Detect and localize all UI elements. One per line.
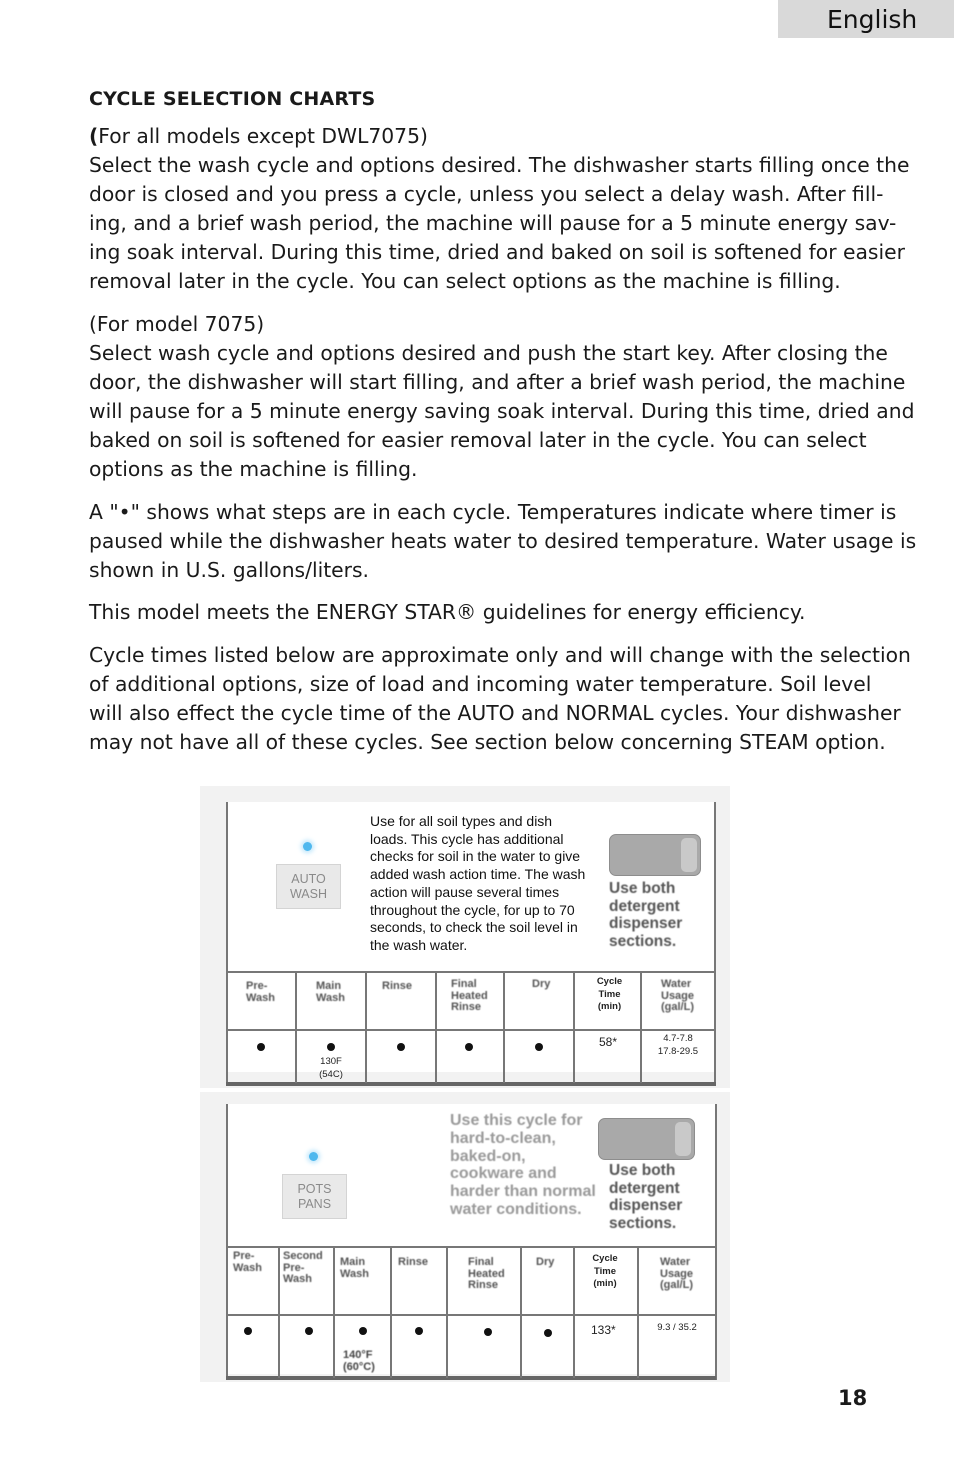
- step-dot-mainwash: [327, 1043, 335, 1051]
- auto-wash-chart: [200, 786, 730, 1088]
- description-line: Use this cycle for: [450, 1112, 583, 1129]
- step-dot-rinse: [415, 1327, 423, 1335]
- cycle-description: [370, 813, 585, 955]
- paren-open: (: [89, 124, 99, 148]
- step-dot-dry: [535, 1043, 543, 1051]
- description-line: harder than normal: [450, 1183, 596, 1201]
- column-header-final-heated-rinse: Final Heated Rinse: [451, 978, 488, 1013]
- column-header-dry: Dry: [532, 978, 551, 990]
- text-line: This model meets the ENERGY STAR® guidelines for energy efficiency.: [89, 600, 806, 624]
- detergent-instruction: [609, 1162, 682, 1232]
- column-header-prewash: Pre- Wash: [246, 980, 275, 1004]
- detergent-dispenser-icon: [609, 834, 701, 876]
- column-header-rinse: Rinse: [382, 980, 412, 992]
- description-line: water conditions.: [450, 1200, 582, 1218]
- cycle-time-value: 133*: [591, 1323, 616, 1337]
- description-line: Use for all soil types and dish: [370, 813, 553, 829]
- button-label: WASH: [289, 886, 328, 901]
- description-line: loads. This cycle has additional: [370, 830, 564, 847]
- description-line: the wash water.: [370, 936, 468, 953]
- detergent-line: dispenser: [609, 915, 683, 932]
- detergent-line: Use both: [609, 1162, 676, 1179]
- text-line: A "•" shows what steps are in each cycle. Temperatures indicate where timer is: [89, 500, 897, 524]
- column-header-mainwash: Main Wash: [340, 1256, 369, 1280]
- text-line: may not have all of these cycles. See section below concerning STEAM option.: [89, 730, 886, 754]
- text-line: will pause for a 5 minute energy saving soak interval. During this time, dried and: [89, 399, 915, 423]
- column-header-dry: Dry: [536, 1256, 555, 1268]
- description-line: hard-to-clean,: [450, 1129, 556, 1147]
- column-header-prewash: Pre- Wash: [233, 1250, 262, 1274]
- description-line: baked-on,: [450, 1147, 526, 1165]
- description-line: checks for soil in the water to give: [370, 848, 581, 865]
- cycle-time-value: 58*: [599, 1035, 618, 1049]
- description-line: throughout the cycle, for up to 70: [370, 901, 575, 918]
- step-dot-mainwash: [359, 1327, 367, 1335]
- text-line: will also effect the cycle time of the AUTO and NORMAL cycles. Your dishwasher: [89, 701, 901, 725]
- step-dot-dry: [544, 1329, 552, 1337]
- intro-paragraph-model-7075: [89, 310, 915, 484]
- text-line: ing soak interval. During this time, dried and baked on soil is softened for easier: [89, 240, 905, 264]
- text-line: removal later in the cycle. You can select options as the machine is filling.: [89, 269, 841, 293]
- button-label: POTS: [297, 1181, 332, 1196]
- detergent-line: detergent: [609, 897, 680, 915]
- detergent-dispenser-icon: [598, 1118, 695, 1160]
- text-line: Select the wash cycle and options desired. The dishwasher starts filling once the: [89, 153, 910, 177]
- detergent-line: detergent: [609, 1179, 680, 1197]
- indicator-light-icon: [303, 842, 312, 851]
- column-header-water-usage: Water Usage (gal/L): [660, 1256, 694, 1291]
- button-label: AUTO: [291, 871, 326, 886]
- column-header-second-prewash: Second Pre- Wash: [283, 1250, 323, 1285]
- step-dot-final-rinse: [484, 1328, 492, 1336]
- text-line: Cycle times listed below are approximate only and will change with the selection: [89, 643, 911, 667]
- text-line: paused while the dishwasher heats water to desired temperature. Water usage is: [89, 529, 917, 553]
- text-line: of additional options, size of load and incoming water temperature. Soil level: [89, 672, 872, 696]
- main-wash-temperature: 140°F (60°C): [343, 1349, 375, 1373]
- column-header-rinse: Rinse: [398, 1256, 428, 1268]
- detergent-instruction: [609, 880, 682, 950]
- energy-star-paragraph: [89, 598, 879, 627]
- description-line: added wash action time. The wash: [370, 866, 586, 883]
- step-dot-prewash: [257, 1043, 265, 1051]
- pots-pans-button[interactable]: [282, 1174, 347, 1219]
- main-wash-temperature: 130F (54C): [319, 1056, 343, 1080]
- column-header-cycle-time: Cycle Time (min): [596, 976, 623, 1012]
- text-line: shown in U.S. gallons/liters.: [89, 558, 369, 582]
- detergent-line: dispenser: [609, 1197, 683, 1214]
- page-number: 18: [838, 1386, 868, 1410]
- button-label: PANS: [297, 1196, 332, 1211]
- language-tab: English: [778, 0, 954, 38]
- model-note: (For model 7075): [89, 312, 265, 336]
- step-dot-final-rinse: [465, 1043, 473, 1051]
- cycle-times-paragraph: [89, 641, 911, 757]
- text-line: options as the machine is filling.: [89, 457, 418, 481]
- water-usage-value: 4.7-7.8 17.8-29.5: [657, 1033, 699, 1057]
- text-line: baked on soil is softened for easier removal later in the cycle. You can select: [89, 428, 867, 452]
- description-line: action will pause several times: [370, 883, 560, 900]
- detergent-line: Use both: [609, 880, 676, 897]
- intro-paragraph-all-models: [89, 122, 910, 296]
- page-title: CYCLE SELECTION CHARTS: [89, 88, 376, 110]
- column-header-water-usage: Water Usage (gal/L): [661, 978, 695, 1013]
- text-line: Select wash cycle and options desired and push the start key. After closing the: [89, 341, 888, 365]
- text-line: ing, and a brief wash period, the machine will pause for a 5 minute energy sav-: [89, 211, 897, 235]
- step-dot-rinse: [397, 1043, 405, 1051]
- step-dot-prewash: [244, 1327, 252, 1335]
- description-line: cookware and: [450, 1165, 557, 1183]
- text-line: door is closed and you press a cycle, unless you select a delay wash. After fill-: [89, 182, 884, 206]
- model-note: For all models except DWL7075): [98, 124, 428, 148]
- detergent-line: sections.: [609, 932, 677, 950]
- column-header-mainwash: Main Wash: [316, 980, 345, 1004]
- column-header-final-heated-rinse: Final Heated Rinse: [468, 1256, 505, 1291]
- description-line: seconds, to check the soil level in: [370, 919, 578, 936]
- pots-pans-chart: [200, 1092, 730, 1382]
- indicator-light-icon: [309, 1152, 318, 1161]
- step-dot-second-prewash: [305, 1327, 313, 1335]
- cycle-description: [450, 1112, 596, 1219]
- water-usage-value: 9.3 / 35.2: [657, 1322, 697, 1333]
- auto-wash-button[interactable]: [276, 864, 341, 909]
- column-header-cycle-time: Cycle Time (min): [592, 1253, 618, 1289]
- detergent-line: sections.: [609, 1214, 677, 1232]
- legend-paragraph: [89, 498, 917, 585]
- text-line: door, the dishwasher will start filling, and after a brief wash period, the machine: [89, 370, 906, 394]
